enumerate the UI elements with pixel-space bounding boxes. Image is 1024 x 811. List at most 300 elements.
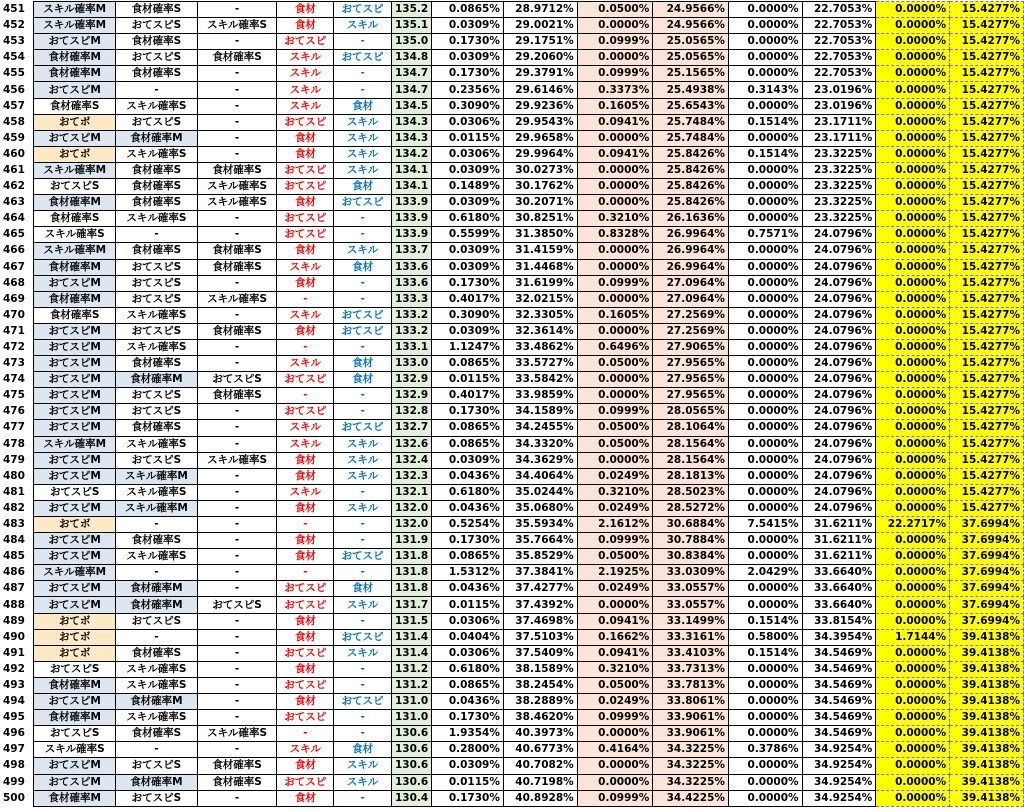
prob-d-cell[interactable]: 0.0000% xyxy=(876,275,950,291)
cum-b-cell[interactable]: 25.8426% xyxy=(653,162,729,178)
prob-b-cell[interactable]: 0.0500% xyxy=(577,356,653,372)
prob-a-cell[interactable]: 0.6180% xyxy=(432,484,504,500)
prob-c-cell[interactable]: 0.0000% xyxy=(728,18,802,34)
main-skill-cell[interactable]: - xyxy=(277,291,334,307)
prob-a-cell[interactable]: 0.4017% xyxy=(432,388,504,404)
prob-c-cell[interactable]: 0.3143% xyxy=(728,82,802,98)
skill-2-cell[interactable]: - xyxy=(116,517,198,533)
prob-d-cell[interactable]: 0.0000% xyxy=(876,694,950,710)
cum-b-cell[interactable]: 34.4225% xyxy=(653,790,729,806)
prob-a-cell[interactable]: 0.0865% xyxy=(432,356,504,372)
sub-skill-cell[interactable]: - xyxy=(334,517,392,533)
prob-a-cell[interactable]: 0.0436% xyxy=(432,468,504,484)
prob-a-cell[interactable]: 0.0309% xyxy=(432,243,504,259)
cum-b-cell[interactable]: 27.0964% xyxy=(653,291,729,307)
row-number[interactable]: 472 xyxy=(3,341,25,354)
value-cell[interactable]: 132.0 xyxy=(392,500,432,516)
main-skill-cell[interactable]: 食材 xyxy=(277,243,334,259)
value-cell[interactable]: 132.6 xyxy=(392,436,432,452)
cum-d-cell[interactable]: 15.4277% xyxy=(950,372,1024,388)
row-number[interactable]: 451 xyxy=(3,3,25,16)
main-skill-cell[interactable]: 食材 xyxy=(277,323,334,339)
skill-2-cell[interactable]: 食材確率S xyxy=(116,726,198,742)
cum-d-cell[interactable]: 39.4138% xyxy=(950,694,1024,710)
prob-b-cell[interactable]: 0.0999% xyxy=(577,533,653,549)
sub-skill-cell[interactable]: スキル xyxy=(334,162,392,178)
main-skill-cell[interactable]: おてスピ xyxy=(277,211,334,227)
skill-1-cell[interactable]: おてスピM xyxy=(34,339,116,355)
value-cell[interactable]: 130.6 xyxy=(392,774,432,790)
cum-c-cell[interactable]: 22.7053% xyxy=(802,2,876,18)
cum-a-cell[interactable]: 29.6146% xyxy=(503,82,577,98)
skill-1-cell[interactable]: おてスピM xyxy=(34,581,116,597)
main-skill-cell[interactable]: 食材 xyxy=(277,629,334,645)
prob-b-cell[interactable]: 0.0000% xyxy=(577,774,653,790)
main-skill-cell[interactable]: - xyxy=(277,339,334,355)
prob-b-cell[interactable]: 0.0999% xyxy=(577,66,653,82)
cum-c-cell[interactable]: 24.0796% xyxy=(802,436,876,452)
prob-a-cell[interactable]: 0.5599% xyxy=(432,227,504,243)
prob-a-cell[interactable]: 0.5254% xyxy=(432,517,504,533)
cum-c-cell[interactable]: 33.6640% xyxy=(802,581,876,597)
cum-d-cell[interactable]: 39.4138% xyxy=(950,726,1024,742)
cum-d-cell[interactable]: 15.4277% xyxy=(950,275,1024,291)
value-cell[interactable]: 133.9 xyxy=(392,211,432,227)
row-number[interactable]: 486 xyxy=(3,566,25,579)
skill-3-cell[interactable]: おてスピS xyxy=(197,597,277,613)
prob-a-cell[interactable]: 0.1730% xyxy=(432,66,504,82)
skill-2-cell[interactable]: おてスピS xyxy=(116,790,198,806)
skill-2-cell[interactable]: おてスピS xyxy=(116,291,198,307)
cum-d-cell[interactable]: 15.4277% xyxy=(950,356,1024,372)
main-skill-cell[interactable]: スキル xyxy=(277,50,334,66)
cum-c-cell[interactable]: 34.5469% xyxy=(802,694,876,710)
prob-a-cell[interactable]: 0.4017% xyxy=(432,291,504,307)
prob-b-cell[interactable]: 0.8328% xyxy=(577,227,653,243)
row-number[interactable]: 475 xyxy=(3,389,25,402)
cum-b-cell[interactable]: 26.9964% xyxy=(653,259,729,275)
cum-a-cell[interactable]: 30.1762% xyxy=(503,179,577,195)
value-cell[interactable]: 131.4 xyxy=(392,629,432,645)
row-number[interactable]: 458 xyxy=(3,115,25,128)
cum-d-cell[interactable]: 37.6994% xyxy=(950,533,1024,549)
prob-b-cell[interactable]: 0.0000% xyxy=(577,452,653,468)
prob-a-cell[interactable]: 0.3090% xyxy=(432,98,504,114)
cum-c-cell[interactable]: 23.0196% xyxy=(802,98,876,114)
main-skill-cell[interactable]: 食材 xyxy=(277,694,334,710)
prob-b-cell[interactable]: 2.1612% xyxy=(577,517,653,533)
prob-d-cell[interactable]: 22.2717% xyxy=(876,517,950,533)
cum-d-cell[interactable]: 39.4138% xyxy=(950,742,1024,758)
skill-1-cell[interactable]: 食材確率M xyxy=(34,66,116,82)
prob-c-cell[interactable]: 0.0000% xyxy=(728,484,802,500)
prob-c-cell[interactable]: 0.0000% xyxy=(728,2,802,18)
sub-skill-cell[interactable]: - xyxy=(334,661,392,677)
cum-c-cell[interactable]: 23.1711% xyxy=(802,130,876,146)
sub-skill-cell[interactable]: おてスピ xyxy=(334,629,392,645)
prob-b-cell[interactable]: 0.0999% xyxy=(577,275,653,291)
prob-a-cell[interactable]: 0.0115% xyxy=(432,372,504,388)
skill-2-cell[interactable]: おてスピS xyxy=(116,18,198,34)
cum-d-cell[interactable]: 39.4138% xyxy=(950,629,1024,645)
prob-a-cell[interactable]: 0.0309% xyxy=(432,259,504,275)
cum-c-cell[interactable]: 24.0796% xyxy=(802,307,876,323)
skill-3-cell[interactable]: スキル確率S xyxy=(197,18,277,34)
skill-3-cell[interactable]: - xyxy=(197,549,277,565)
prob-a-cell[interactable]: 0.1730% xyxy=(432,34,504,50)
main-skill-cell[interactable]: 食材 xyxy=(277,468,334,484)
skill-2-cell[interactable]: 食材確率M xyxy=(116,774,198,790)
cum-d-cell[interactable]: 37.6994% xyxy=(950,597,1024,613)
cum-d-cell[interactable]: 39.4138% xyxy=(950,790,1024,806)
cum-a-cell[interactable]: 29.2060% xyxy=(503,50,577,66)
main-skill-cell[interactable]: おてスピ xyxy=(277,404,334,420)
value-cell[interactable]: 131.8 xyxy=(392,565,432,581)
prob-d-cell[interactable]: 0.0000% xyxy=(876,130,950,146)
cum-a-cell[interactable]: 34.3320% xyxy=(503,436,577,452)
skill-3-cell[interactable]: おてスピS xyxy=(197,372,277,388)
prob-d-cell[interactable]: 0.0000% xyxy=(876,388,950,404)
prob-b-cell[interactable]: 0.3373% xyxy=(577,82,653,98)
cum-b-cell[interactable]: 33.7313% xyxy=(653,661,729,677)
cum-c-cell[interactable]: 34.9254% xyxy=(802,742,876,758)
sub-skill-cell[interactable]: スキル xyxy=(334,243,392,259)
row-number[interactable]: 470 xyxy=(3,308,25,321)
skill-1-cell[interactable]: おてボ xyxy=(34,629,116,645)
row-number[interactable]: 454 xyxy=(3,51,25,64)
cum-b-cell[interactable]: 33.7813% xyxy=(653,677,729,693)
prob-b-cell[interactable]: 0.0500% xyxy=(577,549,653,565)
skill-2-cell[interactable]: スキル確率S xyxy=(116,98,198,114)
prob-d-cell[interactable]: 0.0000% xyxy=(876,227,950,243)
prob-d-cell[interactable]: 0.0000% xyxy=(876,500,950,516)
value-cell[interactable]: 131.4 xyxy=(392,645,432,661)
cum-a-cell[interactable]: 34.1589% xyxy=(503,404,577,420)
main-skill-cell[interactable]: 食材 xyxy=(277,533,334,549)
row-number[interactable]: 469 xyxy=(3,292,25,305)
cum-c-cell[interactable]: 23.3225% xyxy=(802,179,876,195)
cum-b-cell[interactable]: 27.9565% xyxy=(653,388,729,404)
cum-b-cell[interactable]: 24.9566% xyxy=(653,18,729,34)
cum-d-cell[interactable]: 15.4277% xyxy=(950,452,1024,468)
prob-d-cell[interactable]: 0.0000% xyxy=(876,758,950,774)
prob-d-cell[interactable]: 0.0000% xyxy=(876,420,950,436)
prob-d-cell[interactable]: 0.0000% xyxy=(876,50,950,66)
cum-b-cell[interactable]: 34.3225% xyxy=(653,774,729,790)
prob-d-cell[interactable]: 0.0000% xyxy=(876,484,950,500)
skill-1-cell[interactable]: おてスピM xyxy=(34,275,116,291)
cum-b-cell[interactable]: 25.6543% xyxy=(653,98,729,114)
skill-1-cell[interactable]: おてスピM xyxy=(34,597,116,613)
prob-c-cell[interactable]: 0.0000% xyxy=(728,130,802,146)
skill-1-cell[interactable]: おてスピM xyxy=(34,130,116,146)
skill-3-cell[interactable]: - xyxy=(197,275,277,291)
prob-d-cell[interactable]: 0.0000% xyxy=(876,339,950,355)
cum-c-cell[interactable]: 24.0796% xyxy=(802,420,876,436)
cum-a-cell[interactable]: 31.3850% xyxy=(503,227,577,243)
row-number[interactable]: 480 xyxy=(3,469,25,482)
sub-skill-cell[interactable]: スキル xyxy=(334,500,392,516)
row-number[interactable]: 485 xyxy=(3,550,25,563)
cum-a-cell[interactable]: 37.4698% xyxy=(503,613,577,629)
value-cell[interactable]: 134.1 xyxy=(392,162,432,178)
prob-c-cell[interactable]: 0.0000% xyxy=(728,66,802,82)
cum-d-cell[interactable]: 15.4277% xyxy=(950,2,1024,18)
main-skill-cell[interactable]: おてスピ xyxy=(277,645,334,661)
sub-skill-cell[interactable]: 食材 xyxy=(334,259,392,275)
cum-a-cell[interactable]: 35.0244% xyxy=(503,484,577,500)
skill-2-cell[interactable]: スキル確率S xyxy=(116,307,198,323)
prob-b-cell[interactable]: 0.0000% xyxy=(577,372,653,388)
skill-3-cell[interactable]: スキル確率S xyxy=(197,452,277,468)
value-cell[interactable]: 133.2 xyxy=(392,307,432,323)
value-cell[interactable]: 130.6 xyxy=(392,758,432,774)
cum-b-cell[interactable]: 33.9061% xyxy=(653,710,729,726)
sub-skill-cell[interactable]: スキル xyxy=(334,597,392,613)
cum-d-cell[interactable]: 15.4277% xyxy=(950,339,1024,355)
skill-1-cell[interactable]: おてスピM xyxy=(34,34,116,50)
prob-a-cell[interactable]: 1.1247% xyxy=(432,339,504,355)
skill-2-cell[interactable]: - xyxy=(116,565,198,581)
value-cell[interactable]: 135.1 xyxy=(392,18,432,34)
skill-1-cell[interactable]: おてスピS xyxy=(34,661,116,677)
cum-c-cell[interactable]: 24.0796% xyxy=(802,500,876,516)
value-cell[interactable]: 132.1 xyxy=(392,484,432,500)
prob-a-cell[interactable]: 0.0865% xyxy=(432,420,504,436)
skill-2-cell[interactable]: 食材確率M xyxy=(116,372,198,388)
row-number[interactable]: 478 xyxy=(3,437,25,450)
cum-a-cell[interactable]: 30.2071% xyxy=(503,195,577,211)
skill-2-cell[interactable]: - xyxy=(116,82,198,98)
skill-2-cell[interactable]: スキル確率S xyxy=(116,484,198,500)
prob-d-cell[interactable]: 0.0000% xyxy=(876,82,950,98)
prob-d-cell[interactable]: 0.0000% xyxy=(876,613,950,629)
skill-1-cell[interactable]: スキル確率M xyxy=(34,565,116,581)
cum-d-cell[interactable]: 15.4277% xyxy=(950,259,1024,275)
prob-c-cell[interactable]: 0.0000% xyxy=(728,549,802,565)
value-cell[interactable]: 133.6 xyxy=(392,259,432,275)
skill-2-cell[interactable]: 食材確率S xyxy=(116,645,198,661)
cum-d-cell[interactable]: 15.4277% xyxy=(950,323,1024,339)
prob-a-cell[interactable]: 0.0309% xyxy=(432,195,504,211)
cum-c-cell[interactable]: 24.0796% xyxy=(802,339,876,355)
value-cell[interactable]: 133.9 xyxy=(392,227,432,243)
sub-skill-cell[interactable]: スキル xyxy=(334,146,392,162)
skill-3-cell[interactable]: 食材確率S xyxy=(197,50,277,66)
cum-b-cell[interactable]: 27.2569% xyxy=(653,323,729,339)
sub-skill-cell[interactable]: - xyxy=(334,677,392,693)
cum-c-cell[interactable]: 24.0796% xyxy=(802,227,876,243)
prob-c-cell[interactable]: 0.1514% xyxy=(728,114,802,130)
cum-d-cell[interactable]: 15.4277% xyxy=(950,307,1024,323)
prob-a-cell[interactable]: 0.1730% xyxy=(432,710,504,726)
skill-2-cell[interactable]: スキル確率S xyxy=(116,211,198,227)
cum-b-cell[interactable]: 30.7884% xyxy=(653,533,729,549)
main-skill-cell[interactable]: 食材 xyxy=(277,661,334,677)
skill-1-cell[interactable]: スキル確率S xyxy=(34,227,116,243)
cum-a-cell[interactable]: 40.7198% xyxy=(503,774,577,790)
value-cell[interactable]: 131.5 xyxy=(392,613,432,629)
cum-c-cell[interactable]: 24.0796% xyxy=(802,404,876,420)
skill-2-cell[interactable]: 食材確率M xyxy=(116,130,198,146)
skill-1-cell[interactable]: おてスピS xyxy=(34,179,116,195)
prob-a-cell[interactable]: 0.0865% xyxy=(432,549,504,565)
prob-a-cell[interactable]: 0.0309% xyxy=(432,758,504,774)
cum-c-cell[interactable]: 23.0196% xyxy=(802,82,876,98)
prob-b-cell[interactable]: 0.0000% xyxy=(577,195,653,211)
sub-skill-cell[interactable]: スキル xyxy=(334,18,392,34)
skill-1-cell[interactable]: 食材確率S xyxy=(34,307,116,323)
skill-3-cell[interactable]: - xyxy=(197,790,277,806)
cum-b-cell[interactable]: 25.4938% xyxy=(653,82,729,98)
sub-skill-cell[interactable]: スキル xyxy=(334,645,392,661)
skill-1-cell[interactable]: スキル確率S xyxy=(34,742,116,758)
value-cell[interactable]: 131.8 xyxy=(392,549,432,565)
skill-3-cell[interactable]: - xyxy=(197,468,277,484)
value-cell[interactable]: 131.2 xyxy=(392,677,432,693)
prob-c-cell[interactable]: 0.0000% xyxy=(728,50,802,66)
cum-b-cell[interactable]: 28.1813% xyxy=(653,468,729,484)
cum-a-cell[interactable]: 34.4064% xyxy=(503,468,577,484)
main-skill-cell[interactable]: スキル xyxy=(277,484,334,500)
cum-c-cell[interactable]: 34.9254% xyxy=(802,774,876,790)
cum-d-cell[interactable]: 15.4277% xyxy=(950,114,1024,130)
prob-d-cell[interactable]: 0.0000% xyxy=(876,98,950,114)
prob-d-cell[interactable]: 1.7144% xyxy=(876,629,950,645)
sub-skill-cell[interactable]: - xyxy=(334,710,392,726)
skill-1-cell[interactable]: おてスピM xyxy=(34,356,116,372)
cum-c-cell[interactable]: 23.3225% xyxy=(802,146,876,162)
main-skill-cell[interactable]: おてスピ xyxy=(277,162,334,178)
skill-3-cell[interactable]: - xyxy=(197,661,277,677)
prob-c-cell[interactable]: 0.0000% xyxy=(728,195,802,211)
prob-b-cell[interactable]: 0.3210% xyxy=(577,484,653,500)
skill-3-cell[interactable]: スキル確率S xyxy=(197,726,277,742)
cum-b-cell[interactable]: 25.8426% xyxy=(653,146,729,162)
prob-d-cell[interactable]: 0.0000% xyxy=(876,66,950,82)
main-skill-cell[interactable]: おてスピ xyxy=(277,710,334,726)
prob-b-cell[interactable]: 0.0000% xyxy=(577,243,653,259)
main-skill-cell[interactable]: スキル xyxy=(277,420,334,436)
skill-1-cell[interactable]: 食材確率M xyxy=(34,259,116,275)
skill-1-cell[interactable]: おてスピM xyxy=(34,372,116,388)
cum-c-cell[interactable]: 22.7053% xyxy=(802,18,876,34)
cum-d-cell[interactable]: 37.6994% xyxy=(950,517,1024,533)
skill-1-cell[interactable]: おてボ xyxy=(34,114,116,130)
main-skill-cell[interactable]: 食材 xyxy=(277,18,334,34)
main-skill-cell[interactable]: おてスピ xyxy=(277,597,334,613)
skill-2-cell[interactable]: 食材確率S xyxy=(116,195,198,211)
skill-1-cell[interactable]: おてスピM xyxy=(34,694,116,710)
row-number[interactable]: 493 xyxy=(3,678,25,691)
prob-c-cell[interactable]: 0.0000% xyxy=(728,98,802,114)
sub-skill-cell[interactable]: おてスピ xyxy=(334,323,392,339)
skill-1-cell[interactable]: おてスピM xyxy=(34,404,116,420)
cum-c-cell[interactable]: 31.6211% xyxy=(802,549,876,565)
row-number[interactable]: 484 xyxy=(3,534,25,547)
cum-d-cell[interactable]: 15.4277% xyxy=(950,50,1024,66)
cum-a-cell[interactable]: 40.3973% xyxy=(503,726,577,742)
value-cell[interactable]: 132.3 xyxy=(392,468,432,484)
skill-3-cell[interactable]: - xyxy=(197,742,277,758)
skill-2-cell[interactable]: 食材確率M xyxy=(116,581,198,597)
prob-a-cell[interactable]: 0.1730% xyxy=(432,533,504,549)
sub-skill-cell[interactable]: おてスピ xyxy=(334,195,392,211)
prob-d-cell[interactable]: 0.0000% xyxy=(876,34,950,50)
sub-skill-cell[interactable]: - xyxy=(334,613,392,629)
skill-3-cell[interactable]: - xyxy=(197,356,277,372)
skill-1-cell[interactable]: 食材確率M xyxy=(34,50,116,66)
cum-d-cell[interactable]: 15.4277% xyxy=(950,162,1024,178)
cum-c-cell[interactable]: 34.9254% xyxy=(802,758,876,774)
cum-c-cell[interactable]: 33.6640% xyxy=(802,597,876,613)
row-number[interactable]: 497 xyxy=(3,743,25,756)
cum-a-cell[interactable]: 34.3629% xyxy=(503,452,577,468)
prob-d-cell[interactable]: 0.0000% xyxy=(876,259,950,275)
prob-c-cell[interactable]: 0.0000% xyxy=(728,307,802,323)
prob-a-cell[interactable]: 0.0309% xyxy=(432,452,504,468)
value-cell[interactable]: 130.4 xyxy=(392,790,432,806)
prob-b-cell[interactable]: 0.0941% xyxy=(577,114,653,130)
sub-skill-cell[interactable]: - xyxy=(334,227,392,243)
cum-c-cell[interactable]: 24.0796% xyxy=(802,468,876,484)
row-number[interactable]: 481 xyxy=(3,485,25,498)
cum-b-cell[interactable]: 30.6884% xyxy=(653,517,729,533)
skill-1-cell[interactable]: おてスピM xyxy=(34,420,116,436)
prob-d-cell[interactable]: 0.0000% xyxy=(876,195,950,211)
cum-a-cell[interactable]: 33.5727% xyxy=(503,356,577,372)
cum-b-cell[interactable]: 25.8426% xyxy=(653,195,729,211)
sub-skill-cell[interactable]: おてスピ xyxy=(334,420,392,436)
cum-b-cell[interactable]: 33.0557% xyxy=(653,581,729,597)
prob-d-cell[interactable]: 0.0000% xyxy=(876,356,950,372)
value-cell[interactable]: 133.0 xyxy=(392,356,432,372)
skill-3-cell[interactable]: - xyxy=(197,114,277,130)
sub-skill-cell[interactable]: スキル xyxy=(334,130,392,146)
main-skill-cell[interactable]: スキル xyxy=(277,82,334,98)
prob-c-cell[interactable]: 0.3786% xyxy=(728,742,802,758)
cum-b-cell[interactable]: 25.7484% xyxy=(653,114,729,130)
skill-3-cell[interactable]: 食材確率S xyxy=(197,243,277,259)
cum-c-cell[interactable]: 34.9254% xyxy=(802,790,876,806)
cum-b-cell[interactable]: 25.7484% xyxy=(653,130,729,146)
sub-skill-cell[interactable]: おてスピ xyxy=(334,50,392,66)
sub-skill-cell[interactable]: スキル xyxy=(334,758,392,774)
row-number[interactable]: 467 xyxy=(3,260,25,273)
cum-b-cell[interactable]: 28.1564% xyxy=(653,452,729,468)
skill-1-cell[interactable]: スキル確率M xyxy=(34,2,116,18)
row-number[interactable]: 471 xyxy=(3,324,25,337)
skill-1-cell[interactable]: スキル確率M xyxy=(34,162,116,178)
skill-2-cell[interactable]: - xyxy=(116,227,198,243)
prob-d-cell[interactable]: 0.0000% xyxy=(876,774,950,790)
value-cell[interactable]: 132.7 xyxy=(392,420,432,436)
cum-d-cell[interactable]: 15.4277% xyxy=(950,130,1024,146)
cum-d-cell[interactable]: 15.4277% xyxy=(950,291,1024,307)
skill-3-cell[interactable]: - xyxy=(197,404,277,420)
value-cell[interactable]: 134.3 xyxy=(392,130,432,146)
value-cell[interactable]: 132.4 xyxy=(392,452,432,468)
cum-c-cell[interactable]: 24.0796% xyxy=(802,243,876,259)
sub-skill-cell[interactable]: スキル xyxy=(334,436,392,452)
prob-c-cell[interactable]: 0.0000% xyxy=(728,275,802,291)
prob-b-cell[interactable]: 0.0000% xyxy=(577,726,653,742)
prob-a-cell[interactable]: 0.6180% xyxy=(432,661,504,677)
skill-2-cell[interactable]: スキル確率S xyxy=(116,436,198,452)
cum-a-cell[interactable]: 29.9964% xyxy=(503,146,577,162)
prob-c-cell[interactable]: 0.0000% xyxy=(728,34,802,50)
cum-b-cell[interactable]: 28.1064% xyxy=(653,420,729,436)
